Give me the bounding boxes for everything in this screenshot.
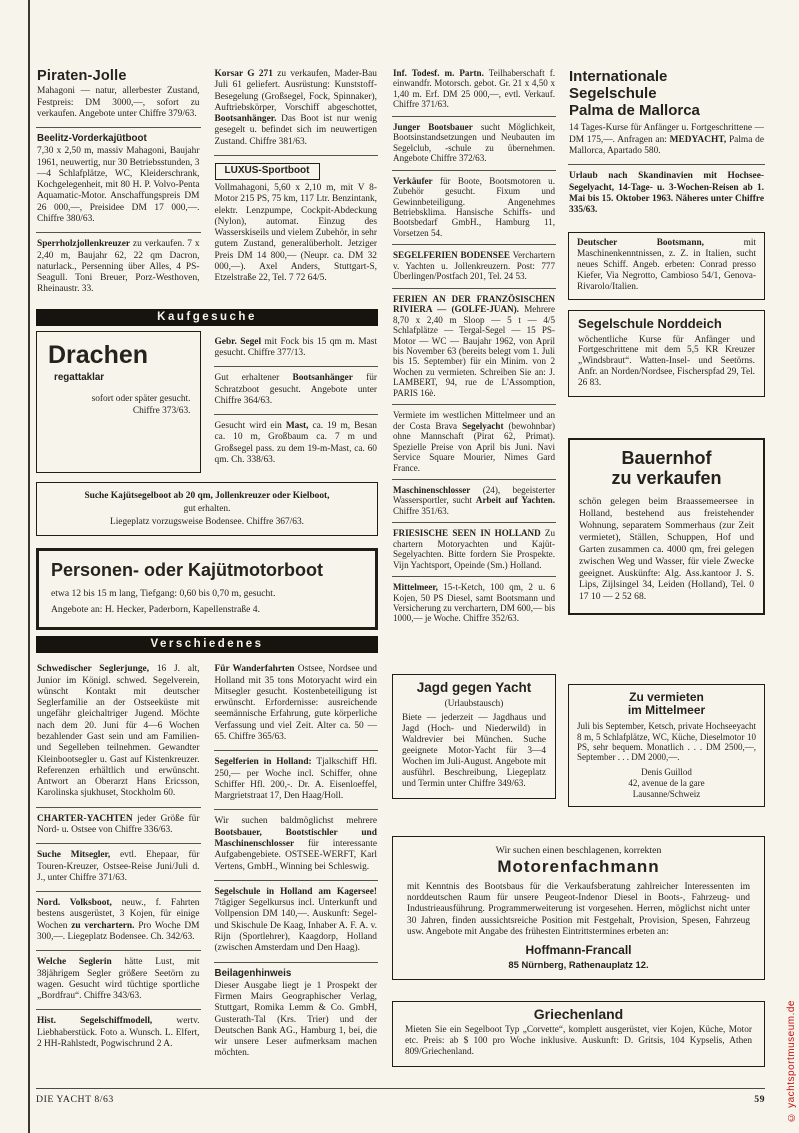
ad-lead: Bootsanhänger. — [214, 114, 277, 125]
ad-text: 14 Tages-Kurse für Anfänger u. Fortgeschrittene — DM 175,—. Anfragen an: — [569, 123, 764, 145]
ad-text: (24), begeisterter Wassersportler, sucht — [393, 484, 555, 506]
ad-lead: zu verchartern. — [71, 920, 135, 931]
ad-body — [37, 850, 200, 884]
ad-text: mit Fock bis 15 qm m. Mast gesucht. Chiffre 377/13. — [214, 336, 378, 358]
column-1-misc — [36, 658, 201, 1066]
ad-text: jeder Größe für Nord- u. Ostsee von Chiffre 336/63. — [37, 813, 200, 835]
ad-hist-segelschiffmodell — [36, 1009, 201, 1057]
section-header-verschiedenes: Verschiedenes — [36, 636, 378, 653]
ad-body — [215, 981, 378, 1060]
ad-lead: Für Wanderfahrten — [214, 664, 295, 675]
ad-text: ca. 19 m, Besan ca. 10 m, Großbaum ca. 7 m und Großsegel pass. zu dem 19-m-Mast, ca. 60 qm. Ch. 338/63. — [214, 421, 377, 465]
ad-body — [37, 957, 200, 1002]
ad-body — [393, 68, 555, 110]
ad-body — [215, 664, 378, 743]
kaufgesuche-row — [36, 331, 378, 474]
ad-text: Ostsee, Nordsee und Holland mit 35 tons Motoryacht wird ein Mitsegler gesucht. Kostenbeteiligung ist erwünscht. Erfordernisse: ausreichende seemännische Erfahrung, gute körperliche Verfassung und viel Zeit. Alter ca. 50 — 65. Chiffre 365/63. — [214, 664, 377, 742]
ad-text: für interessante Aufgabengebiete. OSTSEE-WERFT, Karl Vertens, GmbH., Winning bei Schleswig. — [214, 838, 377, 872]
verschiedenes-row — [36, 658, 378, 1066]
ad-bootsanhaenger-gesucht — [214, 366, 379, 414]
ad-company: Hoffmann-Francall — [525, 943, 632, 958]
ad-text: Mahagoni — natur, allerbester Zustand, Festpreis: DM 3000,—, sofort zu verkaufen. Angebote unter Chiffre 379/63. — [37, 86, 200, 119]
ad-drachen — [36, 331, 201, 474]
ad-body — [215, 816, 378, 872]
ad-sperrholzjollenkreuzer — [36, 232, 201, 302]
ad-text: Chiffre 373/63. — [132, 405, 191, 416]
ad-lead: Mast, — [285, 421, 309, 432]
ad-lead: Sperrholzjollenkreuzer — [37, 239, 131, 250]
column-3 — [392, 63, 556, 630]
ad-piraten-jolle — [36, 63, 201, 127]
ad-suche-mitsegler — [36, 843, 201, 891]
ad-lead: Arbeit auf Yachten. — [475, 495, 555, 506]
ad-friesische-seen — [392, 522, 556, 576]
column-4 — [568, 63, 765, 397]
ad-lead: Bootsanhänger — [292, 373, 353, 384]
ad-text: Mehrere 8,70 x 2,40 m Sloop — 5 t — 4/5 Schlafplätze — Tergal-Segel — 15 PS-Motor — WC — Baujahr 1962, von April bis November 63 (bereits belegt vom 1. Juli bis 15. September) für ein Minim. von 2 Wochen zu vermieten. Schreiben Sie an: J. LAMBERT, 94, rue de L'Assomption, PARIS 16è. — [393, 304, 555, 398]
ad-subtitle: (Urlaubstausch) — [444, 697, 504, 708]
ad-title: Jagd gegen Yacht — [416, 680, 532, 695]
ad-title: Piraten-Jolle — [37, 68, 127, 84]
ad-text: Pro Woche DM 300,—. Liegeplatz Bodensee. Ch. 342/63. — [37, 920, 200, 942]
ad-lead: Suche Kajütsegelboot ab 20 qm, Jollenkreuzer oder Kielboot, — [84, 491, 330, 502]
ad-lead: Gebr. Segel — [214, 336, 262, 347]
ad-signature-name: Denis Guillod — [641, 767, 692, 778]
ad-body: Juli bis September, Ketsch, private Hochseeyacht 8 m, 5 Schlafplätze, WC, Küche, Dieselmotor 10 PS, sehr bequem. Monatlich . . . DM 2500,—, September . . . DM 2000,—. — [577, 721, 756, 763]
ad-title: Personen- oder Kajütmotorboot — [51, 560, 324, 581]
ad-deutscher-bootsmann — [568, 232, 765, 300]
ad-body: wöchentliche Kurse für Anfänger und Fortgeschrittene mit dem 5,5 KR Kreuzer „Windsbraut“. Watten-Insel- und Seetörns. Anfr. an Norden/Nordsee, Fischerspfad 29, Tel. 26 83. — [578, 334, 755, 389]
ad-urlaub-skandinavien — [568, 164, 765, 223]
ad-lead: SEGELFERIEN BODENSEE — [393, 250, 510, 261]
page-gutter-line — [28, 0, 30, 1133]
ad-segelschule-norddeich — [568, 310, 765, 397]
column-1-top — [36, 63, 201, 303]
ad-beilagenhinweis — [214, 962, 379, 1067]
ad-title — [577, 691, 756, 717]
ad-body — [215, 887, 378, 955]
ad-body — [215, 183, 378, 285]
ad-body — [37, 239, 200, 295]
ad-welche-seglerin — [36, 950, 201, 1009]
ad-nord-volksboot — [36, 891, 201, 950]
ad-text: Chiffre 351/63. — [393, 505, 449, 516]
ad-text: hätte Lust, mit 38jährigem Segler größere Seetörn zu wagen. Gesucht wird tüchtige sportliche „Bordfrau“. Chiffre 343/63. — [37, 957, 200, 1002]
ad-maschinenschlosser — [392, 479, 556, 522]
ad-lead: Segelferien in Holland: — [214, 757, 312, 768]
ad-lead: Verkäufer — [393, 175, 433, 186]
top-row — [36, 63, 378, 303]
ad-text: für Schratzboot gesucht. Angebote unter Chiffre 364/63. — [214, 373, 378, 406]
ad-body — [577, 238, 756, 293]
ad-lead: FERIEN AN DER FRANZÖSISCHEN RIVIERA — (GOLFE-JUAN). — [393, 293, 555, 315]
columns-1-2 — [36, 63, 378, 1067]
ad-text: Gut erhaltener — [214, 373, 280, 384]
ad-title-line: Bauernhof — [621, 448, 712, 468]
ad-body — [393, 176, 555, 239]
ad-title: Beelitz-Vorderkajütboot — [37, 133, 147, 145]
ad-text: Dieser Ausgabe liegt je 1 Prospekt der Firmen Mairs Geographischer Verlag, Stuttgart, Romika Lemm & Co. GmbH, Gusterath-Tal (Krs. Trier) und der Deutschen Bank AG., Hamburg 1, bei, die wir unsere Leser aufmerksam machen möchten. — [214, 980, 377, 1059]
ad-segelschule-kagersee — [214, 880, 379, 962]
ad-body — [393, 528, 555, 570]
ad-address: 85 Nürnberg, Rathenauplatz 12. — [508, 959, 649, 971]
ad-text: Angebote an: H. Hecker, Paderborn, Kapellenstraße 4. — [51, 604, 261, 616]
ad-ostsee-werft-stellen — [214, 809, 379, 879]
ad-body: Biete — jederzeit — Jagdhaus und Jagd (Hoch- und Niederwild) in Waldrevier bei München. Suche geeignete Motor-Yacht für 3—4 Wochen im Juli-August. Angebote mit ausführl. Beschreibung, Liegeplatz und Termin unter Chiffre 349/63. — [402, 712, 546, 789]
ad-mittelmeer-ketch — [392, 576, 556, 630]
ad-text: gut erhalten. — [183, 503, 231, 514]
ad-segelyacht-costa-brava — [392, 404, 556, 479]
ad-text: etwa 12 bis 15 m lang, Tiefgang: 0,60 bis 0,70 m, gesucht. — [51, 588, 276, 600]
column-1-kauf — [36, 331, 201, 474]
ad-title: LUXUS-Sportboot — [215, 163, 320, 180]
ad-lead: Junger Bootsbauer — [393, 121, 473, 132]
ad-lead: Bootsbauer, Bootstischler und Maschinenschlosser — [214, 827, 377, 849]
ad-body: mit Kenntnis des Bootsbaus für die Verkaufsberatung zahlreicher Interessenten im norddeutschen Raum für unsere Peugeot-Indenor Diesel in Boots-, Fahrzeug- und Industrieausführung. Programmerweiterung ist vorgesehen. Herren, möglichst nicht unter 30 Jahren, finden aussichtsreiche Position mit Festgehalt, Provision, Spesen, Fahrzeug usw. Angebote mit Angabe des frühesten Eintrittstermines erbeten an: — [407, 881, 750, 937]
ad-text: zu verkaufen. 7 x 2,40 m, Baujahr 62, 22 qm Dacron, naturlack., Persenning über Alles, 4 PS-Seagull. Toni Breuer, Porz-Westhoven, Rheinaustr. 33. — [37, 239, 200, 295]
ad-luxus-sportboot — [214, 155, 379, 292]
ad-text: neuw., f. Fahrten bestens ausgerüstet, 3 Kojen, für einige Wochen — [37, 898, 200, 931]
ad-title: Beilagenhinweis — [214, 967, 292, 979]
ad-body — [393, 410, 555, 473]
ad-junger-bootsbauer — [392, 116, 556, 170]
ad-lead: Suche Mitsegler, — [37, 850, 111, 861]
ad-text: mit Maschinenkenntnissen, z. Z. in Italien, sucht neues Schiff. Angeb. erbeten: Conrad presso Kiefer, Via Negrotto, Cambioso 54/1, Genova-Rivarolo/Italien. — [577, 238, 756, 293]
ad-text: Liegeplatz vorzugsweise Bodensee. Chiffre 367/63. — [109, 516, 305, 527]
ad-motorenfachmann — [392, 836, 765, 980]
ad-body — [37, 664, 200, 799]
ad-wanderfahrten — [214, 658, 379, 750]
ad-text: 7tägiger Segelkursus incl. Unterkunft und Vollpension DM 140,—. Auskunft: Segel- und Skischule De Kaag, Inhaber A. F. A. v. Rijn (Sportlehrer), Kaagdorp, Holland (zwischen Amsterdam und Den Haag). — [214, 898, 377, 954]
ad-lead: Nord. Volksboot, — [37, 898, 112, 909]
ad-title: Motorenfachmann — [497, 857, 660, 876]
ad-title-line: Palma de Mallorca — [569, 101, 700, 119]
ad-text: Wir suchen baldmöglichst mehrere — [214, 816, 377, 827]
watermark: © yachtsportmuseum.de — [786, 1000, 797, 1123]
ad-body — [215, 757, 378, 802]
ad-text: wertv. Liebhaberstück. Foto a. Wunsch. L. Elfert, 2 HH-Rahlstedt, Pogwischrund 2 A. — [37, 1016, 200, 1049]
page-footer — [36, 1088, 765, 1105]
ad-lead: FRIESISCHE SEEN IN HOLLAND — [393, 528, 541, 539]
ad-body — [215, 69, 378, 148]
ad-title: Segelschule Norddeich — [578, 316, 722, 332]
ad-suche-kajuetsegelboot — [36, 482, 378, 536]
ad-schwedischer-seglerjunge — [36, 658, 201, 806]
ad-text: Vollmahagoni, 5,60 x 2,10 m, mit V 8-Motor 215 PS, 75 km, 117 Ltr. Benzintank, elektr. Lenzpumpe, Cockpit-Abdeckung (Nylon), automat. Einzug des Wasserskiseils und vielem Zubehör, in sehr gutem Zustand, generalüberholt. Jetziger Preis DM 14 800,— (Neupr. ca. DM 32 000,—). Axel Anders, Stuttgart-S, Etzelstraße 22, Tel. 7 72 64/5. — [214, 182, 377, 284]
ad-body — [37, 898, 200, 943]
ad-personen-kajuetmotorboot — [36, 548, 378, 630]
ad-segelferien-bodensee — [392, 244, 556, 287]
ad-title — [569, 69, 764, 119]
ad-text: zu verkaufen, Mader-Bau Juli 61 geliefert. Ausrüstung: Kunststoff-Besegelung (Großsegel, Fock, Spinnaker), Auftriebskörper, Vorschiff abgeschottet, — [214, 69, 377, 113]
ad-text: sofort oder später gesucht. — [91, 393, 191, 404]
ad-lead: Inf. Todesf. m. Partn. — [393, 68, 484, 78]
column-2-top — [214, 63, 379, 303]
ad-intro: Wir suchen einen beschlagenen, korrekten — [495, 845, 662, 856]
ad-korsar-g271 — [214, 63, 379, 155]
ad-body — [37, 146, 200, 225]
ad-lead: Schwedischer Seglerjunge, — [37, 664, 150, 675]
ad-text: 15-t-Ketch, 100 qm, 2 u. 6 Kojen, 50 PS Diesel, samt Bootsmann und Versicherung zu verchartern, DM 600,— bis 1000,— je Woche. Chiffre 352/63. — [393, 582, 555, 624]
ad-jagd-gegen-yacht — [392, 674, 556, 799]
ad-body — [37, 86, 200, 120]
ad-title-line: Internationale — [569, 68, 668, 85]
ad-body — [393, 250, 555, 281]
magazine-issue: DIE YACHT 8/63 — [36, 1094, 114, 1105]
ad-lead: Deutscher Bootsmann, — [577, 238, 704, 249]
ad-text: 16 J. alt, Junior im Königl. schwed. Segelverein, wünscht Kontakt mit deutscher Seglerfamilie an der Ostseeküste mit ungefähr gleichaltriger Jugend. Möchte nach dem 20. Juni für 4—6 Wochen bezahlender Gast sein und am Familien- und Segelleben teilnehmen. Gewandter Kleinbootsegler u. Gast auf Kistenkreuzer. Referenzen erhältlich und erwünscht. Antwort an Oberarzt Hans Ericsson, Karolinska sjukhuset, Stockholm 60. — [37, 664, 200, 799]
ad-ferien-riviera — [392, 288, 556, 405]
ad-gebrauchte-segel — [214, 331, 379, 367]
ad-text: Vermiete im westlichen Mittelmeer und an der Costa Brava — [393, 410, 555, 431]
ad-teilhaberschaft-motorschiff — [392, 63, 556, 116]
ad-lead: Segelyacht — [462, 420, 504, 431]
ad-verkaeufer-gesucht — [392, 170, 556, 245]
column-4-stack — [568, 63, 765, 223]
ad-text: 7,30 x 2,50 m, massiv Mahagoni, Baujahr 1961, neuwertig, nur 30 Betriebsstunden, 3—4 Schlafplätze, WC, Kleiderschrank, Kochgelegenheit, mit 80 H. P. Volvo-Penta Aquamatic-Motor. Anschaffungspreis DM 26 000,—, Preisidee DM 17 000,—. Chiffre 380/63. — [37, 146, 200, 225]
ad-zu-vermieten-mittelmeer — [568, 684, 765, 807]
ad-body — [393, 294, 555, 399]
ad-body — [569, 123, 764, 157]
section-header-kaufgesuche: Kaufgesuche — [36, 309, 378, 326]
ad-title — [579, 449, 754, 489]
ad-lead: Korsar G 271 — [214, 69, 273, 79]
ad-body — [393, 582, 555, 624]
ad-griechenland — [392, 1001, 765, 1067]
ad-body: Urlaub nach Skandinavien mit Hochsee-Segelyacht, 14-Tage- u. 3-Wochen-Reisen ab 1. Mai bis 15. Oktober 1963. Näheres unter Chiffre 335/63. — [569, 171, 764, 216]
ad-beelitz-vorderkajuetboot — [36, 127, 201, 232]
ad-text: sucht Möglichkeit, Bootsinstandsetzungen und Neubauten im Segelclub, -schule zu übernehmen. Angebote Chiffre 372/63. — [393, 121, 556, 164]
ad-bauernhof — [568, 438, 765, 615]
ad-body — [37, 1016, 200, 1050]
ad-segelferien-holland — [214, 750, 379, 809]
ad-text: Palma de Mallorca, Apartado 580. — [569, 134, 765, 156]
ad-signature-city: Lausanne/Schweiz — [632, 788, 701, 799]
ad-title-line: Segelschule — [569, 84, 657, 102]
column-2-misc — [214, 658, 379, 1066]
ad-body — [393, 485, 555, 516]
ad-tagline: regattaklar — [54, 371, 105, 383]
ad-body: Mieten Sie ein Segelboot Typ „Corvette“, komplett ausgerüstet, vier Kojen, Küche, Motor etc. Preis: ab $ 100 pro Woche inklusive. Auskunft: D. Gritsis, 104 Kypselis, Athen 809/Griechenland. — [405, 1025, 752, 1058]
ad-lead: CHARTER-YACHTEN — [37, 813, 133, 824]
ad-text: Verchartern v. Yachten u. Jollenkreuzern. Post: 777 Überlingen/Postfach 201, Tel. 24 53. — [393, 250, 555, 282]
ad-title-line: im Mittelmeer — [627, 703, 706, 718]
ad-body — [215, 373, 378, 407]
ad-lead: Maschinenschlosser — [393, 484, 471, 495]
ad-title: Griechenland — [533, 1006, 624, 1022]
ad-text: Tjalkschiff Hfl. 250,— per Woche incl. Schiffer, ohne Schiffer Hfl. 200,-. Dr. A. Eisenloeffel, Margrietstraat 17, Den Haag/Holl. — [214, 757, 377, 802]
ad-lead: Mittelmeer, — [393, 582, 438, 593]
ad-lead: Welche Seglerin — [37, 957, 112, 968]
ad-lead: Hist. Segelschiffmodell, — [37, 1016, 153, 1027]
ad-body: schön gelegen beim Braassemeersee in Holland, bestehend aus freistehender Wohnung, separatem Sommerhaus (zur Zeit vermietet), Ställen, Schuppen, Hof und Garten zusammen ca. 4000 qm, frei gelegen zwischen Weg und Wasser, für viele Zwecke geeignet. Auskünfte: Alg. Ass.kantoor J. S. Lips, Zijlsingel 34, Leiden (Holland), Tel. 0 17 10 — 2 52 68. — [579, 495, 754, 603]
ad-title-line: zu verkaufen — [611, 467, 722, 488]
ad-text: (bewohnbar) ohne Mannschaft (Pirat 62, Primat). Spezielle Preise von April bis Juni. Navi Service Square Mourier, Nimes Gard France. — [393, 420, 555, 473]
ad-text: für Boote, Bootsmotoren u. Zubehör gesucht. Fixum und Gewinnbeteiligung. Angenehmes Betriebsklima. Hansische Schiffs- und Bootsbedarf GmbH., Hamburg 11, Vorsetzen 54. — [393, 175, 555, 238]
ad-title-line: Zu vermieten — [629, 690, 704, 704]
ad-text: Zu chartern Motoryachten und Kajüt-Segelyachten. Bitte fordern Sie Prospekte. Vijn Yachtsport, Opeinde (Sm.) Holland. — [393, 528, 556, 570]
ad-signature-street: 42, avenue de la gare — [628, 777, 705, 788]
ad-body — [215, 337, 378, 360]
ad-text: evtl. Ehepaar, für Touren-Kreuzer, Ostsee-Reise Juni/Juli d. J., unter Chiffre 371/63. — [37, 850, 200, 883]
ad-lead: Segelschule in Holland am Kagersee! — [214, 886, 377, 897]
ad-body — [215, 421, 378, 466]
ad-segelschule-mallorca — [568, 63, 765, 164]
ad-text: Gesucht wird ein — [214, 421, 282, 432]
ad-text: Das Boot ist nur wenig gesegelt u. befindet sich im neuwertigen Zustand. Chiffre 381/63. — [214, 114, 377, 147]
ad-body — [37, 814, 200, 837]
ad-body — [393, 122, 555, 164]
ad-text: Teilhaberschaft f. einwandfr. Motorsch. gebot. Gr. 21 x 4,50 x 1,40 m. Erf. DM 25 000,—, evtl. Verkauf. Chiffre 371/63. — [393, 68, 555, 110]
ad-charter-yachten — [36, 807, 201, 844]
ad-title: Drachen — [48, 340, 149, 369]
page-number: 59 — [754, 1094, 765, 1105]
ad-lead: MEDYACHT, — [669, 134, 727, 145]
column-2-kauf — [214, 331, 379, 474]
ad-mast-gesucht — [214, 414, 379, 473]
